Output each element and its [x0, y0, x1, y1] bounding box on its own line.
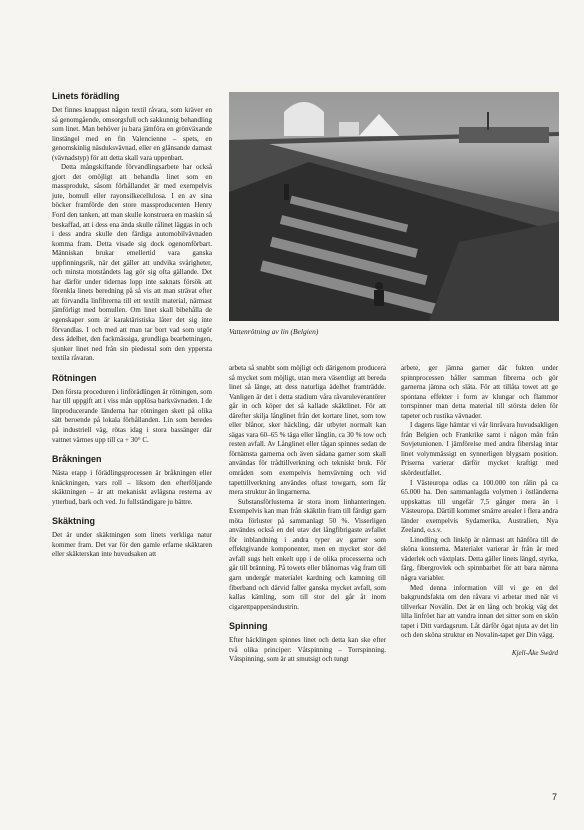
heading-brakningen: Bråkningen [52, 454, 102, 465]
photo-retting-flax [229, 92, 559, 321]
heading-rotningen: Rötningen [52, 372, 97, 383]
column-middle [229, 364, 386, 665]
page-number: 7 [552, 792, 558, 802]
column-right [401, 364, 558, 658]
paragraph: Det finnes knappast någon textil råvara, som kräver en så genomgående, omsorgsfull och sakkunnig behandling som linet. Man behöver ju bara jämföra en grönväxande linstängel med en fin Valencienne – spets, en genomskinlig näsduksvävnad, eller en glänsande damast (vävnadstyp) för att detta skall vara uppenbart. [52, 106, 212, 162]
paragraph: Det är under skäktningen som linets verkliga natur kommer fram. Det var för den gamle erfarne skäktaren eller skäkterskan inte huvudsaken att [52, 531, 212, 559]
author-signature: Kjell-Åke Swärd [511, 648, 558, 657]
photo-caption: Vattenrötning av lin (Belgien) [229, 327, 319, 336]
paragraph: Efter häcklingen spinnes linet och detta kan ske efter två olika principer: Våtspinning – Torrspinning. Våtspinning, som är att smutsigt och tungt [229, 636, 386, 664]
heading-skaktning: Skäktning [52, 516, 96, 527]
paragraph: Linodling och linköp är närmast att hänföra till de sköna konsterna. Materialet varierar år från år med väderlek och växtplats. Detta gäller linets längd, styrka, färg, fibergrovlek och spinnbarhet för att bara nämna några variabler. [401, 535, 558, 583]
column-left [52, 91, 212, 560]
paragraph: arbete, ger jämna garner där fukten under spinnprocessen håller samman fibrerna och gör garnerna jämna och släta. För att tillåta towet att ge spontana effekter i form av klungar och flammor torrspinner man detta material till största delen för tapeter och rustika vävnader. [401, 364, 558, 420]
paragraph: Den första proceduren i linförädlingen är rötningen, som har till uppgift att i viss mån upplösa barkvävnaden. I de linproducerande länderna har rötningen skett på olika sätt beroende på lokala förhållanden. Lin som beredes på industriell väg, rötas idag i stora bassänger där vattnet värmes upp till ca + 30° C. [52, 387, 212, 444]
paragraph: I Västeuropa odlas ca 100.000 ton rålin på ca 65.000 ha. Den sammanlagda volymen i östländerna uppskattas till ungefär 7,5 gånger mera än i Västeuropa. Därtill kommer smärre arealer i flera andra länder exempelvis Sydamerika, Australien, Nya Zeeland, o.s.v. [401, 478, 558, 535]
paragraph: Nästa etapp i förädlingsprocessen är bråkningen eller knäckningen, vars roll – liksom den efterföljande skäktningen – är att mekaniskt avlägsna resterna av ytterhud, bark och ved. Ju fullständigare ju bättre. [52, 469, 212, 506]
heading-spinning: Spinning [229, 621, 268, 632]
paragraph: Med denna information vill vi ge en del bakgrundsfakta om den råvara vi arbetar med när vi tillverkar Novalin. Det är en lång och brokig väg det lilla linfröet har att vandra innan det sitter som en skön tapet i Ditt vardagsrum. Låt därför ögat njuta av det lin och den sköna struktur en Novalin-tapet ger Din vägg. [401, 583, 558, 640]
paragraph: Detta mångskiftande förvandlingsarbete har också gjort det omöjligt att behandla linet som en massprodukt, såsom förhållandet är med exempelvis jute, bomull eller rayonsilkecellulosa. I en av sina böcker framförde den store massproducenten Henry Ford den tanken, att man skulle konstruera en maskin så beskaffad, att i dess ena ända skulle rålinet läggas in och i dess andra skulle den färdiga automobilvävnaden komma fram. Detta visade sig dock ogenomförbart. Människan brukar emellertid vara ganska uppfinningsrik, när det gäller att undvika svårigheter, och minsta motståndets lag gör sig ofta gällande. Det har därför under tidernas lopp inte saknats försök att förenkla linets beredning på så vis att man strävat efter att förvandla linfibrerna till ett textilt material, närmast jämförligt med bomullen. Om linet skall bibehålla de egenskaper som är karaktäristiska låter det sig inte förvandlas. I och med att man tar bort vad som utgör dess ädelhet, den fackmässiga, grundliga bearbetningen, sjunker linet ned från sin piedestal som den yppersta textila råvaran. [52, 163, 212, 363]
photo-illustration [229, 92, 559, 321]
paragraph: arbeta så snabbt som möjligt och därigenom producera så mycket som möjligt, utan mera väsentligt att bereda linet så länge, att dess naturliga ädelhet framträdde. Vanligen är det i detta stadium våra råvaruleverantörer går in och köper det så kallade skäktlinet. För att därefter skilja långlinet från det kortare linet, som tow eller blånor, sker häckling, där utbytet normalt kan sägas vara 60–65 % täga eller långlin, ca 30 % tow och resten avfall. Av Långlinet eller tågan spinnes sedan de förnämsta garnerna och även sådana garner som skall användas för trådtillverkning och tekniskt bruk. För områden som exempelvis hemvävning och vid tapettillverkning användes oftast towgarn, som får mera struktur än lingarnerna. [229, 364, 386, 497]
paragraph: I dagens läge hämtar vi vår linråvara huvudsakligen från Belgien och Frankrike samt i någon mån från Sovjetunionen. I jämförelse med andra fiberslag intar linet volymmässigt en synnerligen blygsam position. Priserna varierar därför mycket kraftigt med skördeutfallet. [401, 421, 558, 478]
paragraph: Substansförlusterna är stora inom linhanteringen. Exempelvis kan man från skäktlin fram till färdigt garn möta förluster på sammanlagt 50 %. Visserligen användes också en del utav det långfibrigaste avfallet för inblandning i andra typer av garner som effektgivande komponenter, men en mycket stor del avfall sugs helt enkelt upp i de olika processerna och går till bränning. På towets eller blånornas väg fram till garn undergår materialet kardning och kamning till fiberband och därvid faller ganska mycket avfall, som kallas kämling, som till stor del går åt inom cigarettpappersindustrin. [229, 497, 386, 611]
heading-linets-foradling: Linets förädling [52, 91, 120, 101]
